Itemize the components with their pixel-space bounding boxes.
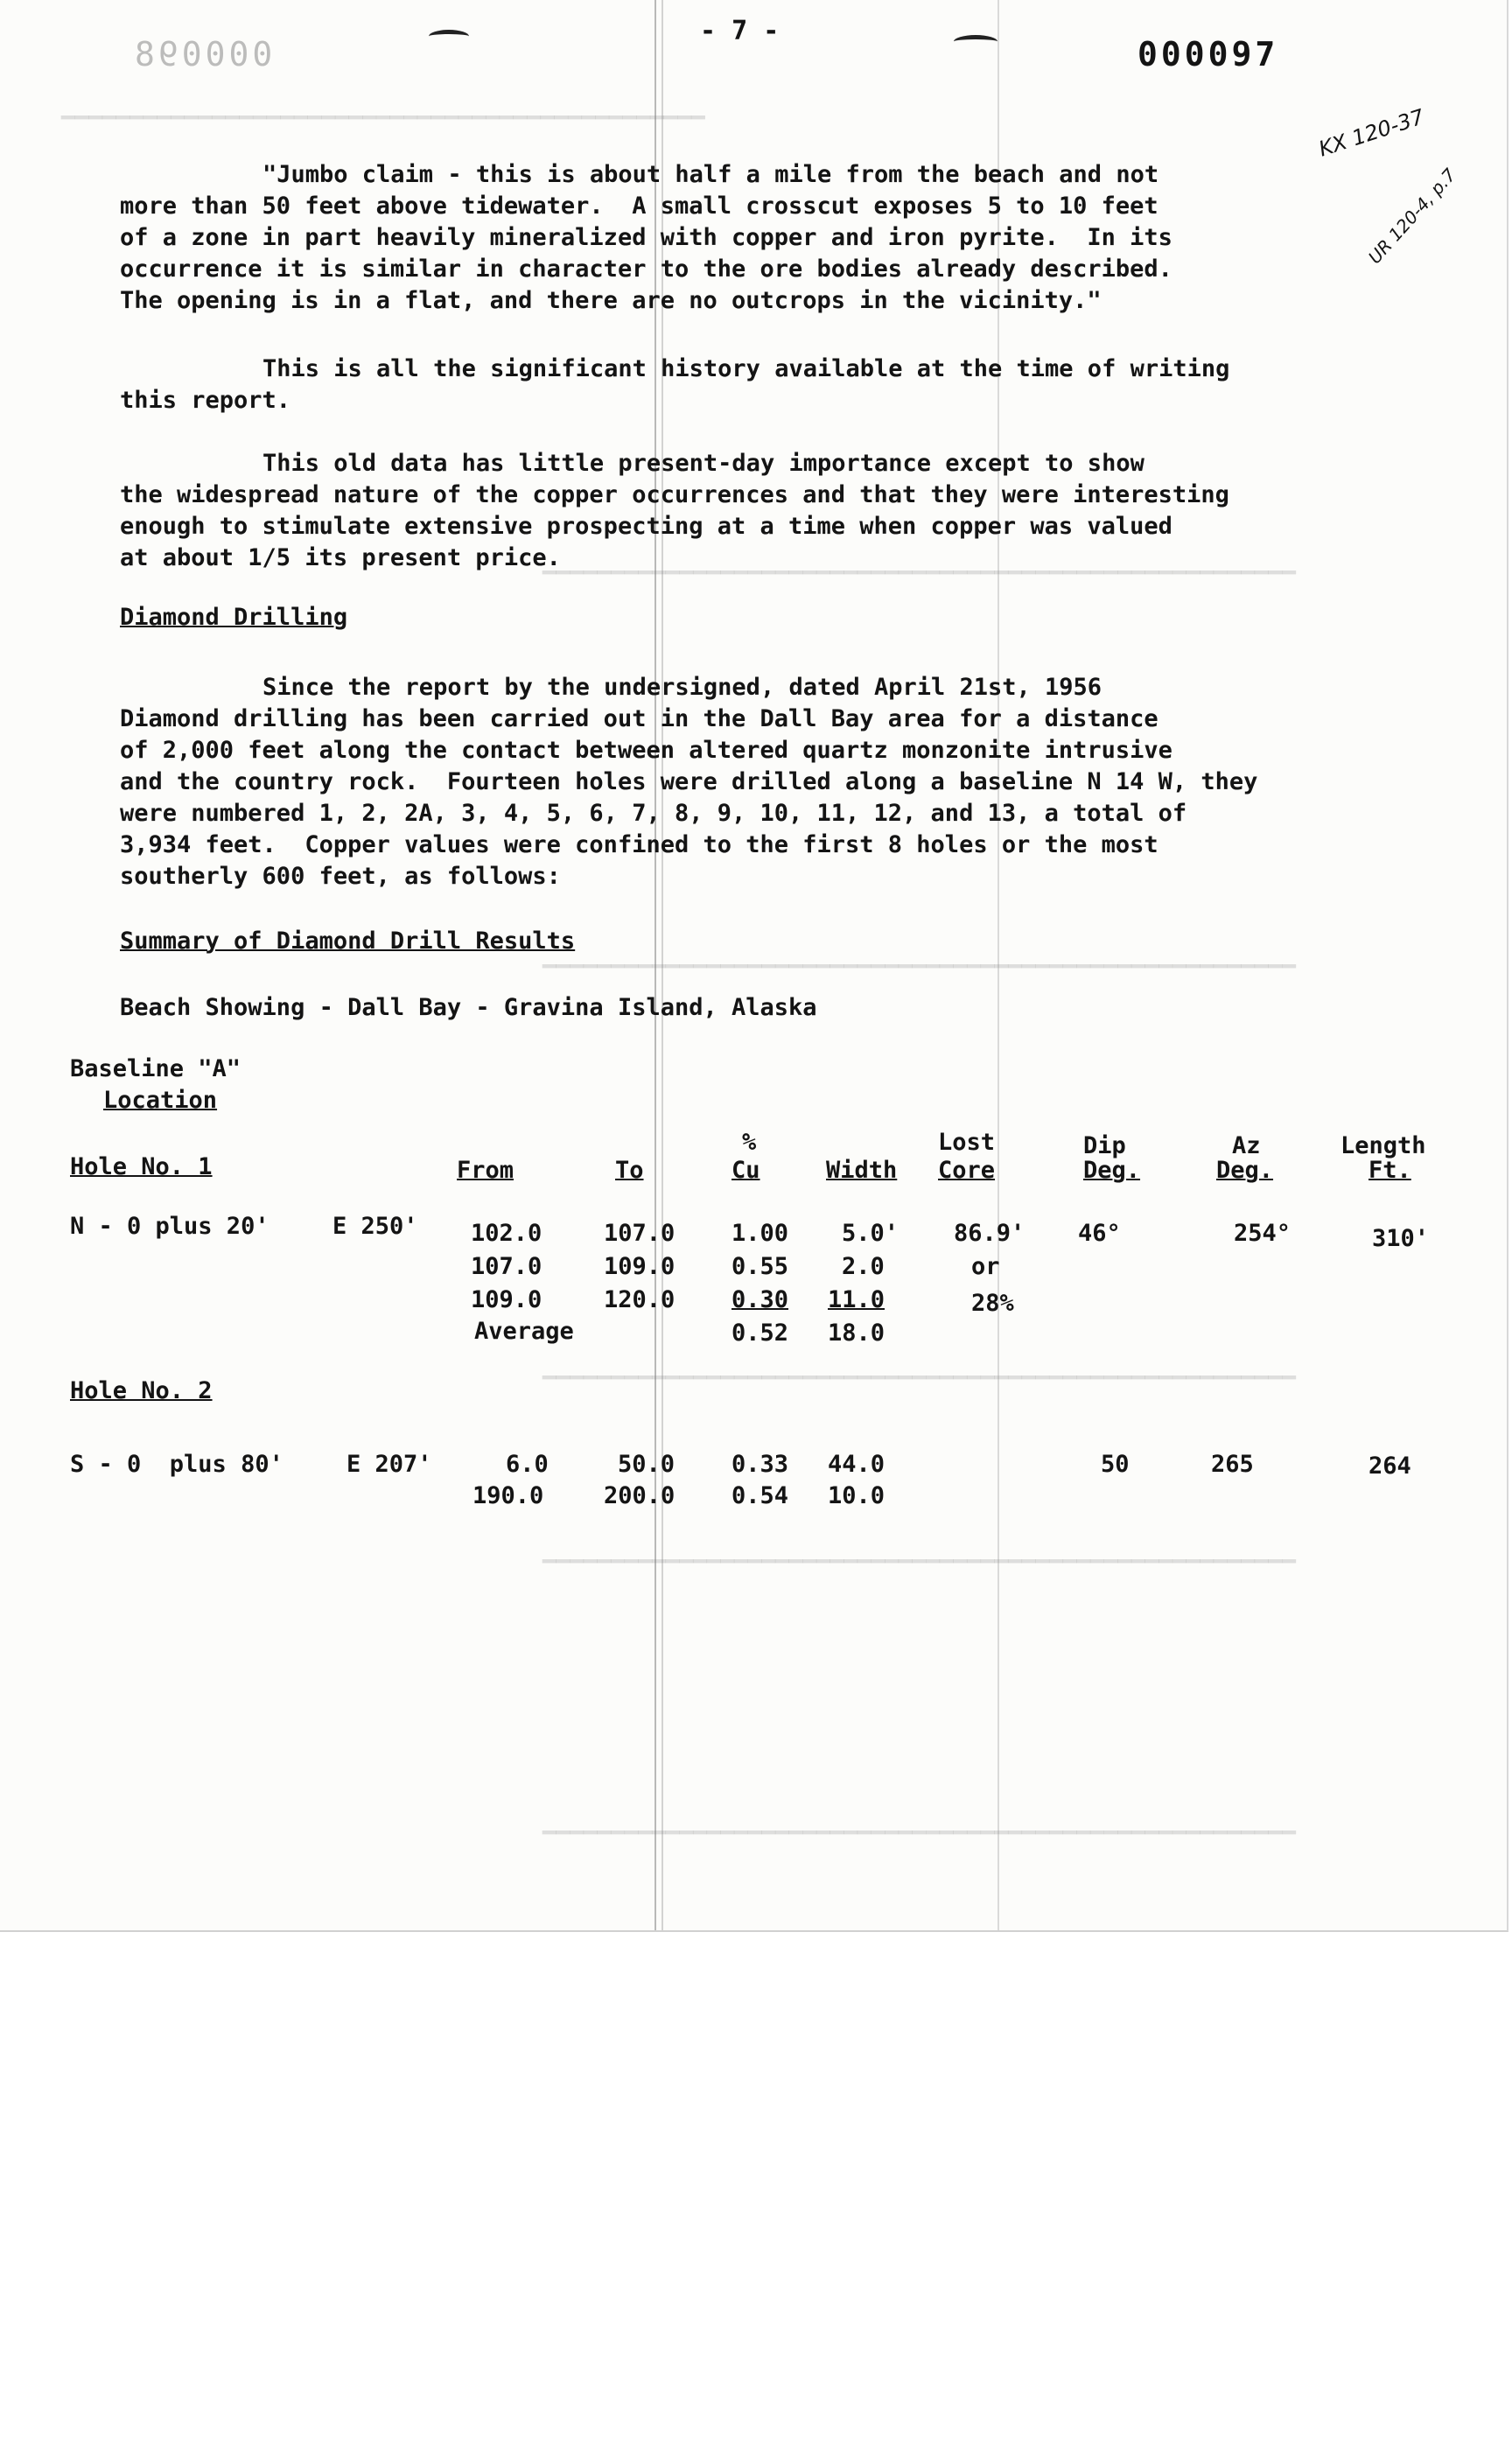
header-length-top: Length bbox=[1340, 1132, 1426, 1159]
header-width: Width bbox=[826, 1157, 898, 1184]
cell-from: 107.0 bbox=[471, 1253, 542, 1280]
cell-from: 102.0 bbox=[471, 1220, 542, 1247]
cell-to: 120.0 bbox=[604, 1286, 676, 1313]
cell-from: 6.0 bbox=[506, 1451, 549, 1478]
location-line: Beach Showing - Dall Bay - Gravina Island, Alaska bbox=[120, 994, 817, 1021]
paragraph-line: This old data has little present-day importance except to show bbox=[262, 450, 1144, 477]
cell-from: 190.0 bbox=[472, 1482, 544, 1509]
location-label: Location bbox=[103, 1087, 218, 1114]
paragraph-line: This is all the significant history available at the time of writing bbox=[262, 355, 1230, 382]
bleed-through: ━━━━━━━━━━━━━━━━━━━━━━━━━━━━━━━━━━━━━━━━━━━━━━━━━━━━━━━ bbox=[542, 954, 1296, 980]
cell-cu: 0.55 bbox=[732, 1253, 789, 1280]
paragraph-line: "Jumbo claim - this is about half a mile from the beach and not bbox=[262, 161, 1159, 188]
paragraph-line: this report. bbox=[120, 387, 291, 414]
paragraph-line: the widespread nature of the copper occurrences and that they were interesting bbox=[120, 481, 1229, 508]
paragraph-line: occurrence it is similar in character to the ore bodies already described. bbox=[120, 256, 1172, 283]
cell-cu: 0.33 bbox=[732, 1451, 789, 1478]
cell-lost-core: 86.9' bbox=[954, 1220, 1026, 1247]
handwritten-annotation: KX 120-37 bbox=[1315, 104, 1428, 162]
cell-to: 50.0 bbox=[618, 1451, 676, 1478]
paragraph-line: of a zone in part heavily mineralized with copper and iron pyrite. In its bbox=[120, 224, 1172, 251]
header-lost-top: Lost bbox=[938, 1129, 996, 1156]
section-heading: Summary of Diamond Drill Results bbox=[120, 928, 576, 955]
cell-cu: 1.00 bbox=[732, 1220, 789, 1247]
punch-mark bbox=[954, 35, 998, 48]
header-lost-core: Core bbox=[938, 1157, 996, 1184]
cell-length: 310' bbox=[1372, 1225, 1430, 1252]
paragraph-line: more than 50 feet above tidewater. A small crosscut exposes 5 to 10 feet bbox=[120, 192, 1158, 220]
bleed-through: ━━━━━━━━━━━━━━━━━━━━━━━━━━━━━━━━━━━━━━━━━━━━━━━ bbox=[61, 105, 705, 131]
paragraph-line: were numbered 1, 2, 2A, 3, 4, 5, 6, 7, 8, 9, 10, 11, 12, and 13, a total of bbox=[120, 800, 1187, 827]
hole-1-location: N - 0 plus 20' bbox=[70, 1213, 270, 1240]
header-from: From bbox=[457, 1157, 514, 1184]
average-cu: 0.52 bbox=[732, 1320, 789, 1347]
cell-width: 5.0' bbox=[842, 1220, 900, 1247]
paragraph-line: enough to stimulate extensive prospecting at a time when copper was valued bbox=[120, 513, 1172, 540]
paragraph-line: southerly 600 feet, as follows: bbox=[120, 863, 561, 890]
bleed-through: ━━━━━━━━━━━━━━━━━━━━━━━━━━━━━━━━━━━━━━━━━━━━━━━━━━━━━━━ bbox=[542, 1549, 1296, 1575]
page-number: - 7 - bbox=[700, 16, 780, 46]
cell-lost-core: or bbox=[971, 1253, 1000, 1280]
header-cu-percent: % bbox=[742, 1129, 757, 1156]
bleed-through: ━━━━━━━━━━━━━━━━━━━━━━━━━━━━━━━━━━━━━━━━━━━━━━━━━━━━━━━ bbox=[542, 560, 1296, 586]
paragraph-line: 3,934 feet. Copper values were confined to the first 8 holes or the most bbox=[120, 831, 1158, 858]
header-dip-top: Dip bbox=[1083, 1132, 1126, 1159]
bleed-through: ━━━━━━━━━━━━━━━━━━━━━━━━━━━━━━━━━━━━━━━━━━━━━━━━━━━━━━━ bbox=[542, 1820, 1296, 1846]
header-az-top: Az bbox=[1232, 1132, 1261, 1159]
paragraph-line: and the country rock. Fourteen holes were drilled along a baseline N 14 W, they bbox=[120, 768, 1258, 795]
cell-to: 107.0 bbox=[604, 1220, 676, 1247]
cell-length: 264 bbox=[1368, 1452, 1411, 1480]
cell-to: 109.0 bbox=[604, 1253, 676, 1280]
document-number: 000097 bbox=[1138, 35, 1279, 74]
hole-2-east: E 207' bbox=[346, 1451, 432, 1478]
cell-dip: 46° bbox=[1078, 1220, 1121, 1247]
header-dip: Deg. bbox=[1083, 1157, 1141, 1184]
baseline-label: Baseline "A" bbox=[70, 1055, 242, 1082]
paragraph-line: of 2,000 feet along the contact between altered quartz monzonite intrusive bbox=[120, 737, 1172, 764]
average-label: Average bbox=[474, 1318, 574, 1345]
header-cu: Cu bbox=[732, 1157, 760, 1184]
cell-cu: 0.54 bbox=[732, 1482, 789, 1509]
cell-lost-core: 28% bbox=[971, 1290, 1014, 1317]
paragraph-line: at about 1/5 its present price. bbox=[120, 544, 561, 571]
hole-2-title: Hole No. 2 bbox=[70, 1377, 213, 1404]
cell-to: 200.0 bbox=[604, 1482, 676, 1509]
cell-width: 10.0 bbox=[828, 1482, 886, 1509]
hole-2-location: S - 0 plus 80' bbox=[70, 1451, 284, 1478]
header-to: To bbox=[615, 1157, 644, 1184]
cell-width: 2.0 bbox=[842, 1253, 885, 1280]
average-width: 18.0 bbox=[828, 1320, 886, 1347]
punch-mark bbox=[429, 30, 469, 43]
cell-width: 44.0 bbox=[828, 1451, 886, 1478]
cell-az: 254° bbox=[1234, 1220, 1292, 1247]
paragraph-line: Diamond drilling has been carried out in the Dall Bay area for a distance bbox=[120, 705, 1158, 732]
ghost-document-number: 000098 bbox=[131, 35, 273, 74]
cell-dip: 50 bbox=[1101, 1451, 1130, 1478]
hole-1-east: E 250' bbox=[332, 1213, 418, 1240]
handwritten-annotation: UR 120-4, p.7 bbox=[1363, 164, 1460, 269]
cell-az: 265 bbox=[1211, 1451, 1254, 1478]
paragraph-line: Since the report by the undersigned, dated April 21st, 1956 bbox=[262, 674, 1102, 701]
header-length: Ft. bbox=[1368, 1157, 1411, 1184]
section-heading: Diamond Drilling bbox=[120, 604, 348, 631]
bleed-through: ━━━━━━━━━━━━━━━━━━━━━━━━━━━━━━━━━━━━━━━━━━━━━━━━━━━━━━━ bbox=[542, 1365, 1296, 1391]
cell-cu: 0.30 bbox=[732, 1286, 789, 1313]
paragraph-line: The opening is in a flat, and there are no outcrops in the vicinity." bbox=[120, 287, 1102, 314]
hole-1-title: Hole No. 1 bbox=[70, 1153, 213, 1180]
header-az: Deg. bbox=[1216, 1157, 1274, 1184]
cell-width: 11.0 bbox=[828, 1286, 886, 1313]
cell-from: 109.0 bbox=[471, 1286, 542, 1313]
